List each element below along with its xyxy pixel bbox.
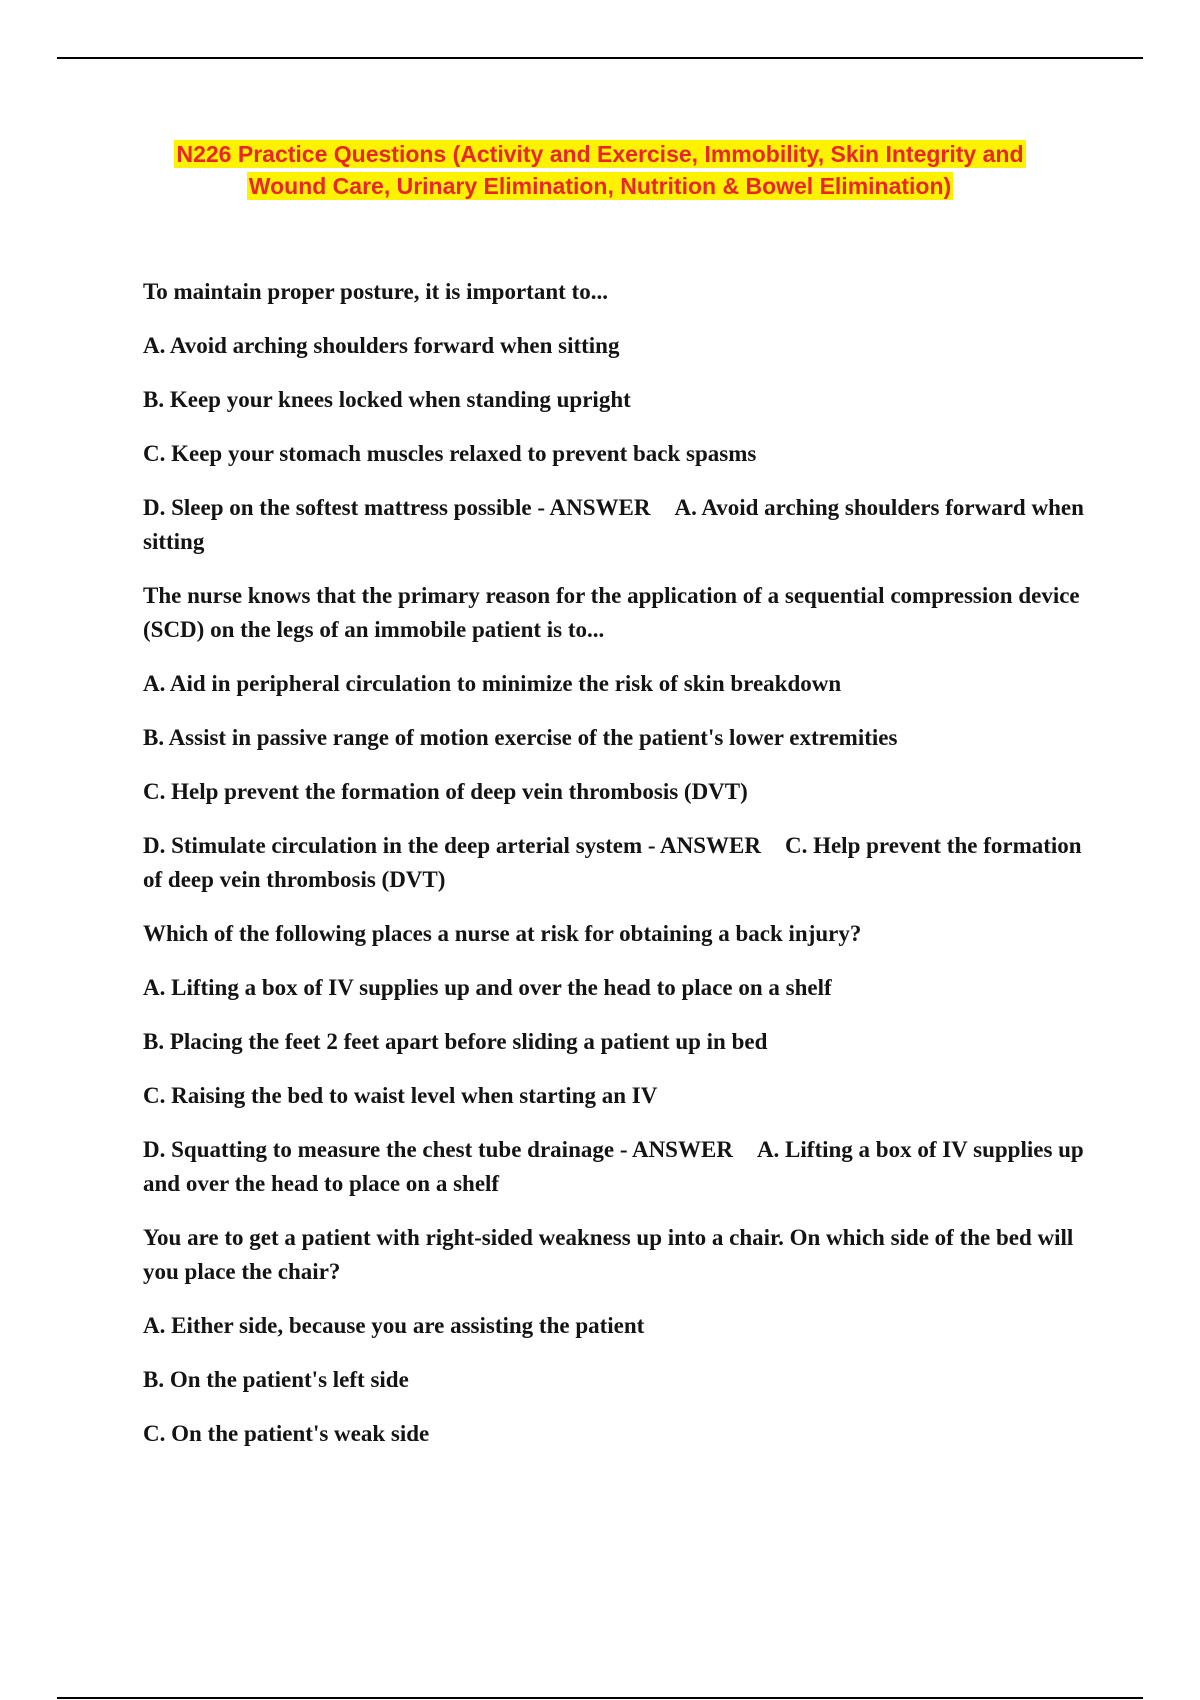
question-4-stem: You are to get a patient with right-sided weakness up into a chair. On which side of the bed will you place the chair? (143, 1225, 1074, 1284)
title-line-2-text: Wound Care, Urinary Elimination, Nutrition & Bowel Elimination) (248, 173, 952, 199)
question-1-stem: To maintain proper posture, it is important to... (143, 279, 608, 304)
question-1-answer: A. Avoid arching shoulders forward when sitting (143, 495, 1084, 554)
question-2-answer: C. Help prevent the formation of deep vein thrombosis (DVT) (143, 833, 1082, 892)
question-3-stem: Which of the following places a nurse at risk for obtaining a back injury? (143, 921, 862, 946)
question-2-option-a: A. Aid in peripheral circulation to minimize the risk of skin breakdown (143, 671, 842, 696)
question-2-option-b: B. Assist in passive range of motion exercise of the patient's lower extremities (143, 725, 898, 750)
question-2-option-d-answer (143, 829, 1103, 897)
question-1-option-a: A. Avoid arching shoulders forward when sitting (143, 333, 620, 358)
document-title (100, 138, 1100, 202)
question-3-option-d-answer (143, 1133, 1103, 1201)
question-2-stem: The nurse knows that the primary reason for the application of a sequential compression device (SCD) on the legs of an immobile patient is to... (143, 583, 1080, 642)
question-3-option-b: B. Placing the feet 2 feet apart before sliding a patient up in bed (143, 1029, 768, 1054)
question-3-option-c: C. Raising the bed to waist level when starting an IV (143, 1083, 658, 1108)
question-1-option-d: D. Sleep on the softest mattress possible - ANSWER (143, 495, 651, 520)
question-4-option-b: B. On the patient's left side (143, 1367, 409, 1392)
header-rule (57, 57, 1143, 59)
question-3-answer: A. Lifting a box of IV supplies up and over the head to place on a shelf (143, 1137, 1084, 1196)
title-line-1 (100, 138, 1100, 170)
question-4-option-a: A. Either side, because you are assisting the patient (143, 1313, 645, 1338)
question-3-option-d: D. Squatting to measure the chest tube drainage - ANSWER (143, 1137, 733, 1162)
question-3-option-a: A. Lifting a box of IV supplies up and over the head to place on a shelf (143, 975, 832, 1000)
question-4-option-c: C. On the patient's weak side (143, 1421, 430, 1446)
question-1-option-c: C. Keep your stomach muscles relaxed to prevent back spasms (143, 441, 757, 466)
question-2-option-c: C. Help prevent the formation of deep vein thrombosis (DVT) (143, 779, 748, 804)
question-2-option-d: D. Stimulate circulation in the deep arterial system - ANSWER (143, 833, 761, 858)
title-line-2 (100, 170, 1100, 202)
question-list (143, 275, 1103, 1471)
footer-rule (57, 1697, 1143, 1699)
question-1-option-d-answer (143, 491, 1103, 559)
title-line-1-text: N226 Practice Questions (Activity and Exercise, Immobility, Skin Integrity and (176, 141, 1024, 167)
question-1-option-b: B. Keep your knees locked when standing upright (143, 387, 631, 412)
